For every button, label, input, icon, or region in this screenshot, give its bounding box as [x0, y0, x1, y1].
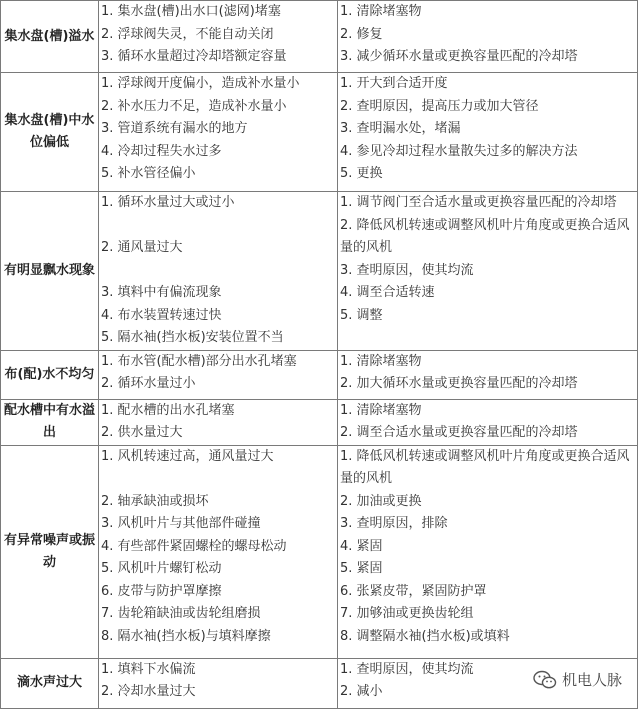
table-row	[1, 350, 638, 399]
cause-spacer	[99, 215, 337, 238]
cause-item: 8. 隔水袖(挡水板)与填料摩擦	[101, 628, 271, 644]
table-row	[1, 399, 638, 445]
problem-cell: 滴水声过大	[1, 658, 99, 708]
solution-item: 2. 降低风机转速或调整风机叶片角度或更换合适风量的风机	[340, 217, 630, 255]
solution-item: 3. 查明漏水处，堵漏	[340, 121, 461, 136]
cause-spacer	[99, 468, 337, 491]
causes-cell	[99, 445, 338, 658]
solutions-cell	[338, 73, 638, 192]
solution-item: 1. 查明原因，使其均流	[340, 661, 474, 677]
solution-item: 3. 查明原因，排除	[340, 516, 448, 531]
cause-item: 1. 循环水量过大或过小	[101, 195, 235, 210]
cause-item: 2. 循环水量过小	[101, 376, 196, 391]
cause-item: 2. 浮球阀失灵，不能自动关闭	[101, 26, 274, 42]
causes-cell	[99, 1, 338, 73]
cause-item: 5. 补水管径偏小	[101, 166, 196, 181]
problem-cell: 集水盘(槽)溢水	[1, 1, 99, 73]
solutions-cell	[338, 1, 638, 73]
solution-item: 8. 调整隔水袖(挡水板)或填料	[340, 628, 510, 644]
solution-item: 5. 更换	[340, 166, 383, 181]
solution-item: 1. 降低风机转速或调整风机叶片角度或更换合适风量的风机	[340, 448, 630, 486]
solution-item: 1. 开大到合适开度	[340, 76, 448, 91]
cause-item: 4. 冷却过程失水过多	[101, 143, 222, 159]
solution-item: 1. 调节阀门至合适水量或更换容量匹配的冷却塔	[340, 195, 617, 210]
problem-cell: 布(配)水不均匀	[1, 350, 99, 399]
cause-item: 1. 风机转速过高，通风量过大	[101, 448, 274, 464]
cause-spacer	[99, 260, 337, 283]
causes-cell	[99, 399, 338, 445]
cause-item: 4. 有些部件紧固螺栓的螺母松动	[101, 538, 287, 554]
solutions-cell	[338, 399, 638, 445]
cause-item: 2. 补水压力不足，造成补水量小	[101, 98, 287, 114]
solutions-cell	[338, 445, 638, 658]
solution-item: 7. 加够油或更换齿轮组	[340, 606, 474, 621]
causes-cell	[99, 192, 338, 351]
cause-item: 1. 布水管(配水槽)部分出水孔堵塞	[101, 353, 297, 369]
cause-item: 2. 供水量过大	[101, 425, 183, 440]
causes-cell	[99, 73, 338, 192]
solution-item: 4. 调至合适转速	[340, 285, 435, 300]
table-row	[1, 445, 638, 658]
watermark-text: 机电人脉	[561, 671, 622, 689]
solution-item: 3. 查明原因，使其均流	[340, 262, 474, 278]
cause-item: 1. 填料下水偏流	[101, 661, 196, 677]
table-row	[1, 73, 638, 192]
cause-item: 3. 循环水量超过冷却塔额定容量	[101, 49, 287, 64]
solutions-cell	[338, 192, 638, 351]
solution-item: 5. 紧固	[340, 561, 383, 576]
solutions-cell	[338, 350, 638, 399]
solution-item: 2. 调至合适水量或更换容量匹配的冷却塔	[340, 425, 578, 440]
problem-cell: 有异常噪声或振动	[1, 445, 99, 658]
cause-item: 4. 布水装置转速过快	[101, 307, 222, 323]
causes-cell	[99, 350, 338, 399]
solution-item: 1. 清除堵塞物	[340, 353, 422, 369]
solution-item: 2. 减小	[340, 684, 383, 699]
cause-item: 2. 轴承缺油或损坏	[101, 493, 209, 509]
problem-cell: 集水盘(槽)中水位偏低	[1, 73, 99, 192]
cause-item: 2. 冷却水量过大	[101, 684, 196, 699]
cause-item: 1. 集水盘(槽)出水口(滤网)堵塞	[101, 4, 281, 19]
cause-item: 3. 填料中有偏流现象	[101, 285, 222, 300]
problem-cell: 配水槽中有水溢出	[1, 399, 99, 445]
cause-item: 1. 配水槽的出水孔堵塞	[101, 402, 235, 418]
cause-item: 2. 通风量过大	[101, 240, 183, 255]
wechat-icon	[533, 670, 557, 690]
cause-item: 5. 风机叶片螺钉松动	[101, 561, 222, 576]
cause-item: 1. 浮球阀开度偏小，造成补水量小	[101, 76, 300, 91]
solution-item: 2. 加油或更换	[340, 493, 422, 509]
solution-item: 5. 调整	[340, 307, 383, 323]
solution-item: 6. 张紧皮带，紧固防护罩	[340, 583, 487, 599]
solution-item: 2. 查明原因，提高压力或加大管径	[340, 98, 539, 114]
cause-item: 7. 齿轮箱缺油或齿轮组磨损	[101, 606, 261, 621]
watermark	[529, 669, 622, 690]
cause-item: 5. 隔水袖(挡水板)安装位置不当	[101, 330, 284, 345]
table-row	[1, 1, 638, 73]
solution-item: 4. 紧固	[340, 538, 383, 554]
cause-item: 3. 管道系统有漏水的地方	[101, 121, 248, 136]
solution-item: 3. 减少循环水量或更换容量匹配的冷却塔	[340, 49, 578, 64]
cause-item: 6. 皮带与防护罩摩擦	[101, 583, 222, 599]
solution-item: 2. 修复	[340, 26, 383, 42]
solution-item: 1. 清除堵塞物	[340, 402, 422, 418]
solution-item: 4. 参见冷却过程水量散失过多的解决方法	[340, 143, 578, 159]
solution-item: 1. 清除堵塞物	[340, 4, 422, 19]
cause-item: 3. 风机叶片与其他部件碰撞	[101, 516, 261, 531]
problem-cell: 有明显飘水现象	[1, 192, 99, 351]
solution-item: 2. 加大循环水量或更换容量匹配的冷却塔	[340, 376, 578, 391]
table-row	[1, 192, 638, 351]
causes-cell	[99, 658, 338, 708]
